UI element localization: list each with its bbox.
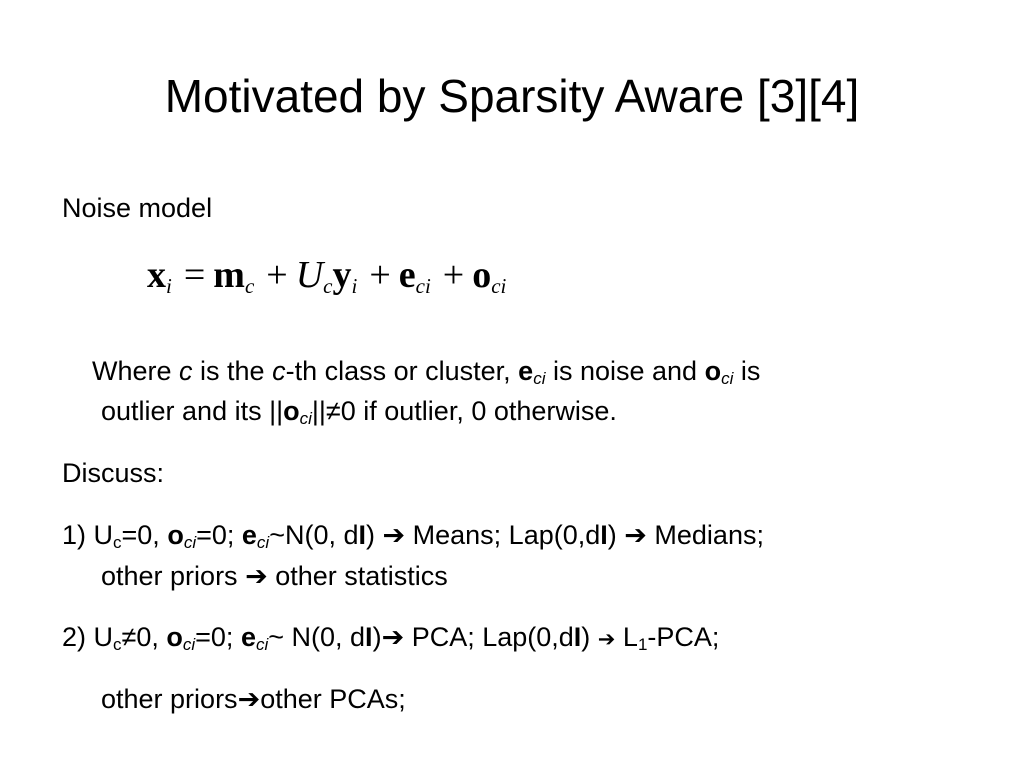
formula-y: y: [332, 254, 352, 296]
formula-m: m: [213, 254, 245, 296]
discuss-heading: Discuss:: [62, 458, 165, 488]
arrow-icon: ➔: [245, 561, 268, 591]
arrow-icon: ➔: [597, 628, 616, 651]
where-line-1: Where c is the c-th class or cluster, $e_{ci}$ is noise and $o_{ci}$ is: [92, 356, 761, 388]
arrow-icon: ➔: [237, 684, 261, 714]
formula-U: U: [295, 254, 324, 296]
formula-e: e: [398, 254, 416, 296]
item-2-line-2: other priors➔other PCAs;: [101, 684, 406, 714]
item-2-line-1: 2) $U_c\ne 0$, $o_{ci}=0$; $e_{ci}\sim$ N(0, dI)➔ PCA; Lap(0,dI) ➔ $L_1$-PCA;: [62, 622, 720, 654]
arrow-icon: ➔: [382, 520, 406, 550]
formula-x: x: [147, 254, 166, 296]
item-1-line-1: 1) $U_c=0$, $o_{ci}=0$; $e_{ci}\sim N(0$, dI) ➔ Means; Lap(0,dI) ➔ Medians;: [62, 520, 764, 552]
formula-o: o: [472, 254, 492, 296]
item-1-line-2: other priors ➔ other statistics: [101, 561, 448, 591]
arrow-icon: ➔: [381, 622, 405, 652]
noise-model-formula: $x_i = m_c + U_cy_i + e_{ci} + o_{ci}$: [147, 254, 507, 298]
slide-title: Motivated by Sparsity Aware [3][4]: [164, 70, 860, 122]
where-line-2: outlier and its $||o_{ci}||\ne 0$ if outlier, 0 otherwise.: [101, 396, 617, 428]
arrow-icon: ➔: [624, 520, 647, 550]
noise-model-heading: Noise model: [62, 193, 213, 223]
